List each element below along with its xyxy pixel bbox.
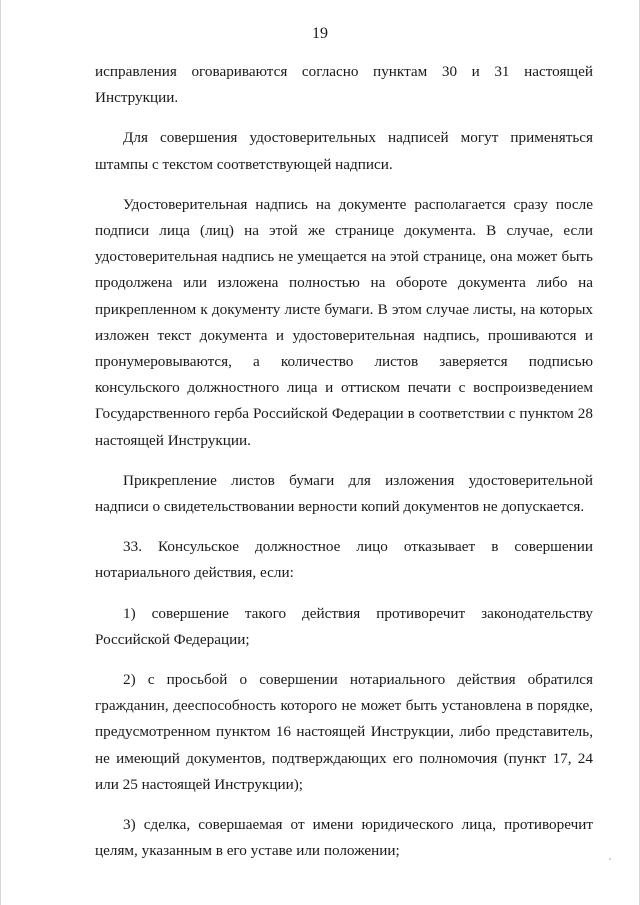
page-content	[95, 59, 593, 878]
paragraph-continuation: исправления оговариваются согласно пунктам 30 и 31 настоящей Инструкции.	[95, 63, 593, 107]
paragraph-certification-placement: Удостоверительная надпись на документе располагается сразу после подписи лица (лиц) на этой же странице документа. В случае, если удостоверительная надпись не умещается на этой странице, она может быть продолжена или изложена полностью на обороте документа либо на прикрепленном к документу листе бумаги. В этом случае листы, на которых изложен текст документа и удостоверительная надпись, прошиваются и пронумеровываются, а количество листов заверяется подписью консульского должностного лица и оттиском печати с воспроизведением Государственного герба Российской Федерации в соответствии с пунктом 28 настоящей Инструкции.	[95, 195, 593, 449]
scan-speck	[609, 858, 611, 860]
list-item-3: 3) сделка, совершаемая от имени юридического лица, противоречит целям, указанным в его уставе или положении;	[95, 816, 593, 860]
page-number: 19	[312, 25, 328, 42]
list-item-1: 1) совершение такого действия противоречит законодательству Российской Федерации;	[95, 604, 593, 648]
paragraph-item-33: 33. Консульское должностное лицо отказывает в совершении нотариального действия, если:	[95, 538, 593, 582]
paragraph-attachment-prohibition: Прикрепление листов бумаги для изложения удостоверительной надписи о свидетельствовании верности копий документов не допускается.	[95, 471, 593, 516]
paragraph-stamps: Для совершения удостоверительных надписей могут применяться штампы с текстом соответствующей надписи.	[95, 129, 593, 173]
list-item-2: 2) с просьбой о совершении нотариального действия обратился гражданин, дееспособность которого не может быть установлена в порядке, предусмотренном пунктом 16 настоящей Инструкции, либо представитель, не имеющий документов, подтверждающих его полномочия (пункт 17, 24 или 25 настоящей Инструкции);	[95, 671, 593, 793]
